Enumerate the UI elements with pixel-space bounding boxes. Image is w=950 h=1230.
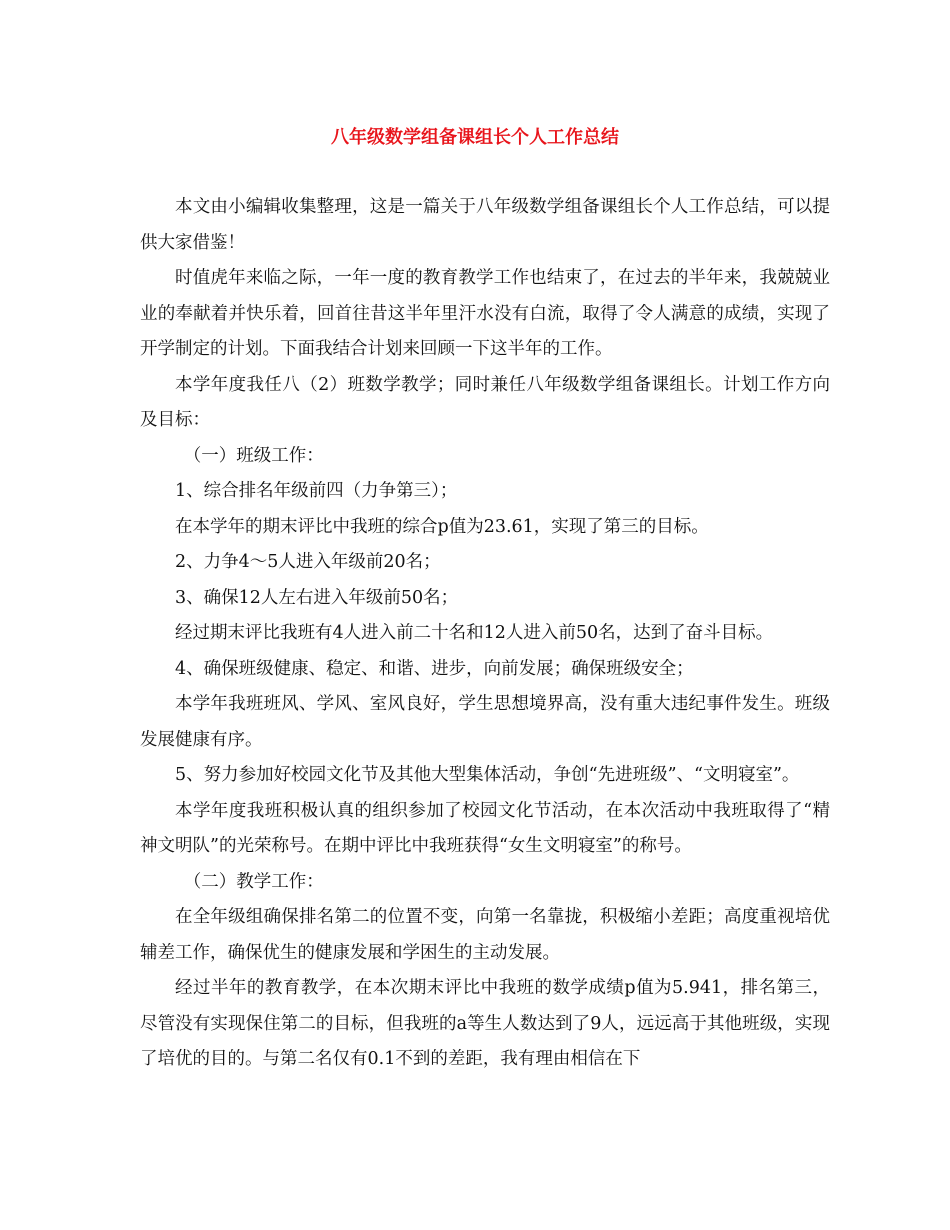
section-heading-class-work: （一）班级工作： xyxy=(183,445,324,466)
goal-item-4: 4、确保班级健康、稳定、和谐、进步，向前发展；确保班级安全； xyxy=(175,658,694,679)
section-heading-teaching-work: （二）教学工作： xyxy=(183,871,324,892)
goal-item-1: 1、综合排名年级前四（力争第三）； xyxy=(175,481,458,501)
result-item-4: 本学年我班班风、学风、室风良好，学生思想境界高，没有重大违纪事件发生。班级发展健康有序。 xyxy=(140,694,830,750)
document-title: 八年级数学组备课组长个人工作总结 xyxy=(331,127,619,148)
teaching-goal: 在全年级组确保排名第二的位置不变，向第一名靠拢，积极缩小差距；高度重视培优辅差工作，确保优生的健康发展和学困生的主动发展。 xyxy=(140,907,830,963)
result-item-5: 本学年度我班积极认真的组织参加了校园文化节活动，在本次活动中我班取得了“精神文明队”的光荣称号。在期中评比中我班获得“女生文明寝室”的称号。 xyxy=(140,800,830,856)
paragraph-opening: 时值虎年来临之际，一年一度的教育教学工作也结束了，在过去的半年来，我兢兢业业的奉献着并快乐着，回首往昔这半年里汗水没有白流，取得了令人满意的成绩，实现了开学制定的计划。下面我结合计划来回顾一下这半年的工作。 xyxy=(140,268,830,359)
teaching-result: 经过半年的教育教学，在本次期末评比中我班的数学成绩p值为5.941，排名第三，尽管没有实现保住第二的目标，但我班的a等生人数达到了9人，远远高于其他班级，实现了培优的目的。与第二名仅有0.1不到的差距，我有理由相信在下 xyxy=(140,978,830,1069)
goal-item-3: 3、确保12人左右进入年级前50名； xyxy=(175,587,459,608)
paragraph-intro: 本文由小编辑收集整理，这是一篇关于八年级数学组备课组长个人工作总结，可以提供大家借鉴！ xyxy=(140,197,830,253)
paragraph-role: 本学年度我任八（2）班数学教学；同时兼任八年级数学组备课组长。计划工作方向及目标： xyxy=(140,374,830,430)
result-item-2-3: 经过期末评比我班有4人进入前二十名和12人进入前50名，达到了奋斗目标。 xyxy=(175,623,774,643)
document-body xyxy=(140,190,830,1078)
goal-item-2: 2、力争4～5人进入年级前20名； xyxy=(175,552,441,572)
goal-item-5: 5、努力参加好校园文化节及其他大型集体活动，争创“先进班级”、“文明寝室”。 xyxy=(175,765,800,785)
result-item-1: 在本学年的期末评比中我班的综合p值为23.61，实现了第三的目标。 xyxy=(175,516,709,537)
